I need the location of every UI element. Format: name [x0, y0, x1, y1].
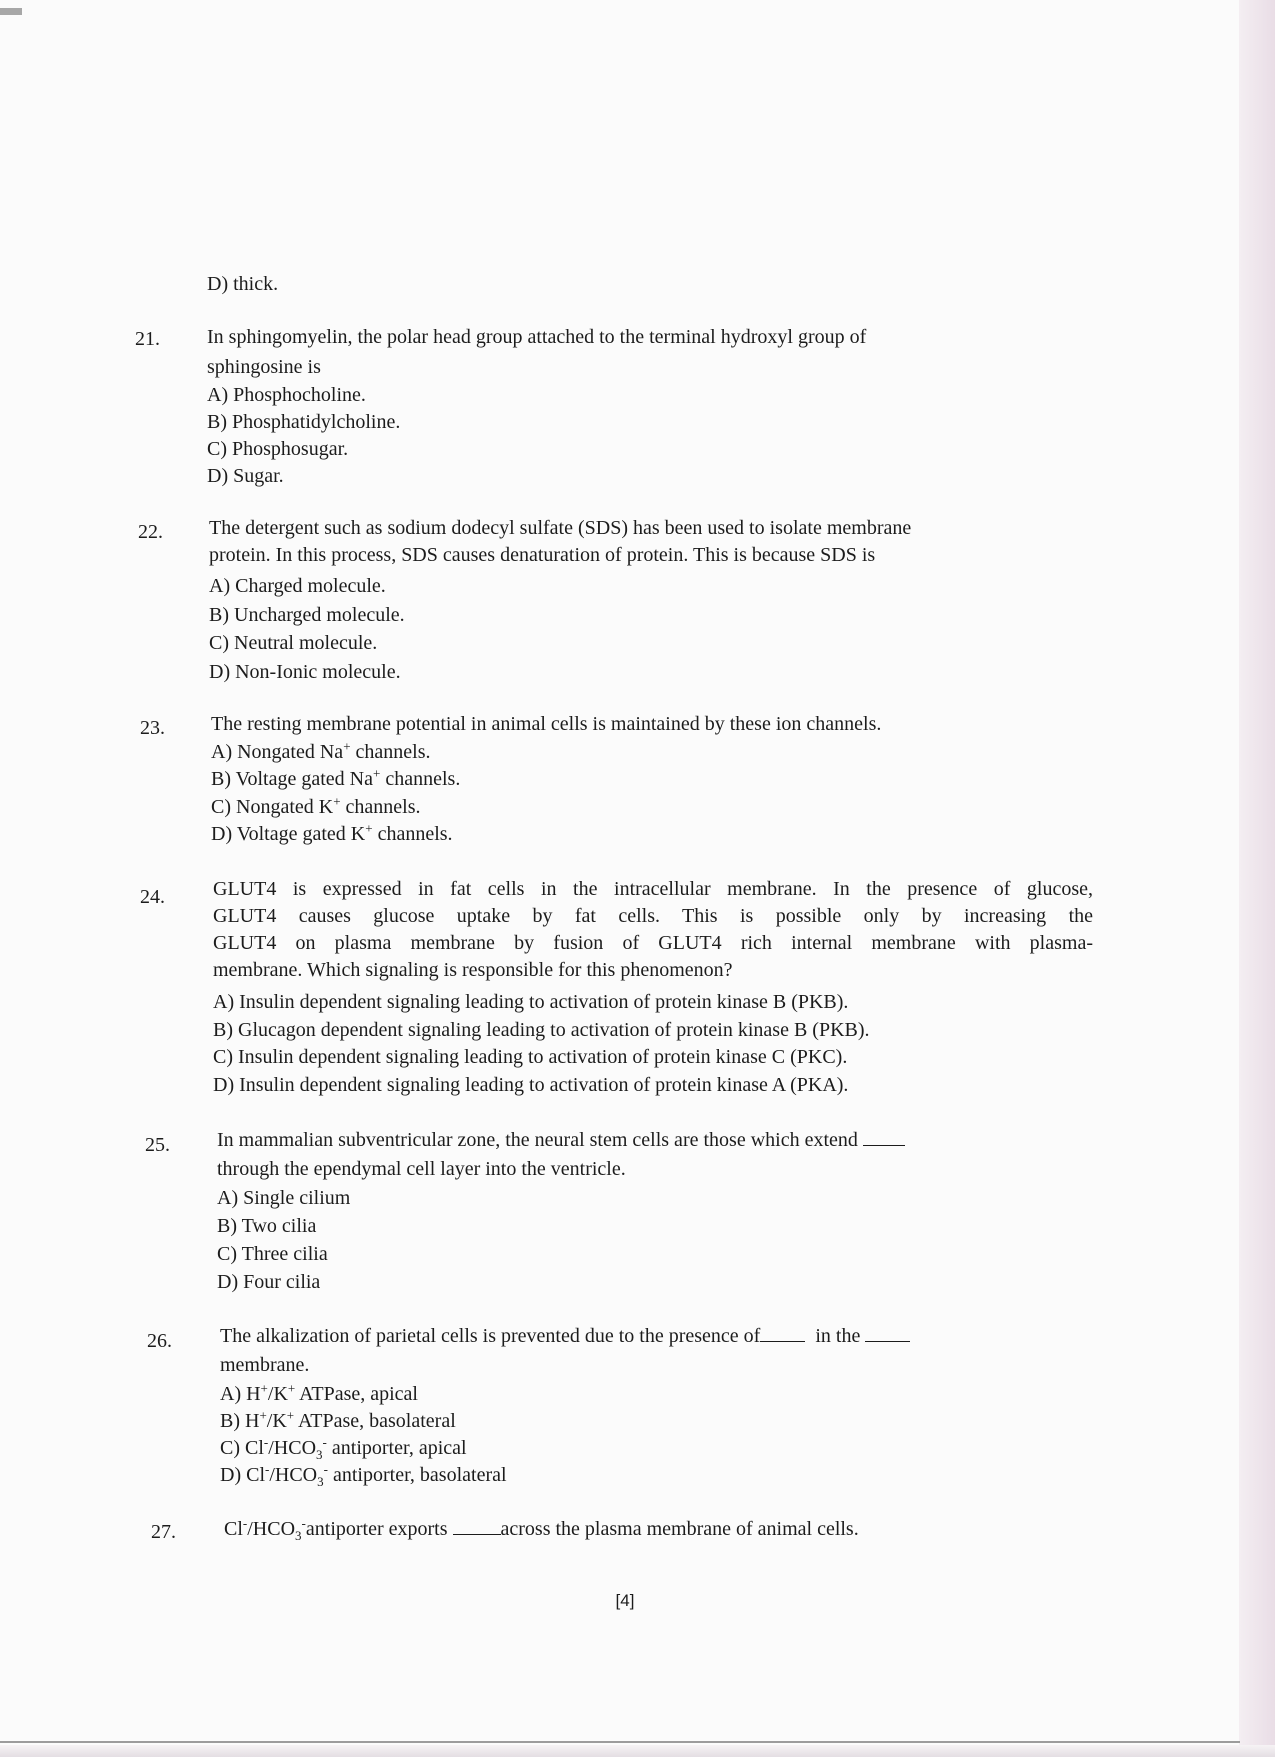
question-stem: protein. In this process, SDS causes denaturation of protein. This is because SDS is: [209, 544, 876, 566]
question-number: 24.: [140, 886, 165, 908]
question-stem: In mammalian subventricular zone, the neural stem cells are those which extend: [217, 1128, 905, 1152]
answer-option: A) Insulin dependent signaling leading to activation of protein kinase B (PKB).: [213, 991, 849, 1013]
question-stem: GLUT4 is expressed in fat cells in the intracellular membrane. In the presence of glucose,: [213, 878, 1093, 900]
answer-option: A) Single cilium: [217, 1187, 351, 1209]
answer-option: D) Non-Ionic molecule.: [209, 661, 401, 683]
question-stem: GLUT4 on plasma membrane by fusion of GLUT4 rich internal membrane with plasma-: [213, 932, 1093, 954]
answer-blank: [865, 1325, 910, 1342]
answer-option: D) Sugar.: [207, 465, 284, 487]
answer-option: B) Glucagon dependent signaling leading to activation of protein kinase B (PKB).: [213, 1019, 870, 1041]
question-stem: In sphingomyelin, the polar head group attached to the terminal hydroxyl group of: [207, 326, 867, 348]
answer-option: B) Phosphatidylcholine.: [207, 411, 401, 433]
question-number: 21.: [135, 328, 160, 350]
page-number: [4]: [615, 1591, 635, 1610]
answer-option: D) $Cl^-/HCO_3^-$ antiporter, basolateral: [220, 1461, 507, 1489]
question-stem: membrane. Which signaling is responsible for this phenomenon?: [213, 959, 733, 981]
answer-option: B) Uncharged molecule.: [209, 604, 405, 626]
answer-option: C) Neutral molecule.: [209, 632, 378, 654]
question-stem: The detergent such as sodium dodecyl sulfate (SDS) has been used to isolate membrane: [209, 517, 912, 539]
answer-option: A) Phosphocholine.: [207, 384, 366, 406]
answer-option: C) $Cl^-/HCO_3^-$ antiporter, apical: [220, 1434, 467, 1462]
answer-option: A) Charged molecule.: [209, 575, 386, 597]
answer-option: C) Three cilia: [217, 1243, 328, 1265]
question-stem: sphingosine is: [207, 356, 321, 378]
question-number: 26.: [147, 1330, 172, 1352]
answer-option: A) H+/K+ ATPase, apical: [220, 1380, 418, 1405]
scan-corner-mark: [0, 8, 22, 15]
scan-bottom-edge: [0, 1745, 1275, 1757]
answer-option: B) Two cilia: [217, 1215, 317, 1237]
answer-option: B) H+/K+ ATPase, basolateral: [220, 1407, 456, 1432]
question-number: 27.: [151, 1521, 176, 1543]
answer-option: C) Insulin dependent signaling leading to activation of protein kinase C (PKC).: [213, 1046, 848, 1068]
answer-option: C) Phosphosugar.: [207, 438, 349, 460]
question-number: 23.: [140, 717, 165, 739]
question-stem: membrane.: [220, 1354, 310, 1376]
answer-blank: [453, 1518, 501, 1535]
bottom-rule: [0, 1741, 1240, 1743]
question-stem: $Cl^-/HCO_3^-antiporter$ exports across the plasma membrane of animal cells.: [224, 1515, 859, 1543]
answer-option: D) Voltage gated K+ channels.: [211, 820, 453, 845]
question-stem: GLUT4 causes glucose uptake by fat cells. This is possible only by increasing the: [213, 905, 1093, 927]
answer-blank: [863, 1129, 905, 1146]
answer-option: A) Nongated Na+ channels.: [211, 738, 431, 763]
question-number: 22.: [138, 521, 163, 543]
answer-option: D) Four cilia: [217, 1271, 321, 1293]
scan-page-edge: [1239, 0, 1275, 1757]
answer-blank: [760, 1325, 805, 1342]
answer-option: B) Voltage gated Na+ channels.: [211, 765, 461, 790]
answer-option: C) Nongated K+ channels.: [211, 793, 421, 818]
question-stem: The resting membrane potential in animal cells is maintained by these ion channels.: [211, 713, 882, 735]
question-stem: through the ependymal cell layer into the ventricle.: [217, 1158, 626, 1180]
question-number: 25.: [145, 1134, 170, 1156]
answer-option: D) Insulin dependent signaling leading to activation of protein kinase A (PKA).: [213, 1074, 849, 1096]
question-stem: The alkalization of parietal cells is prevented due to the presence of in the: [220, 1324, 910, 1348]
prev-question-option-d: D) thick.: [207, 273, 279, 295]
